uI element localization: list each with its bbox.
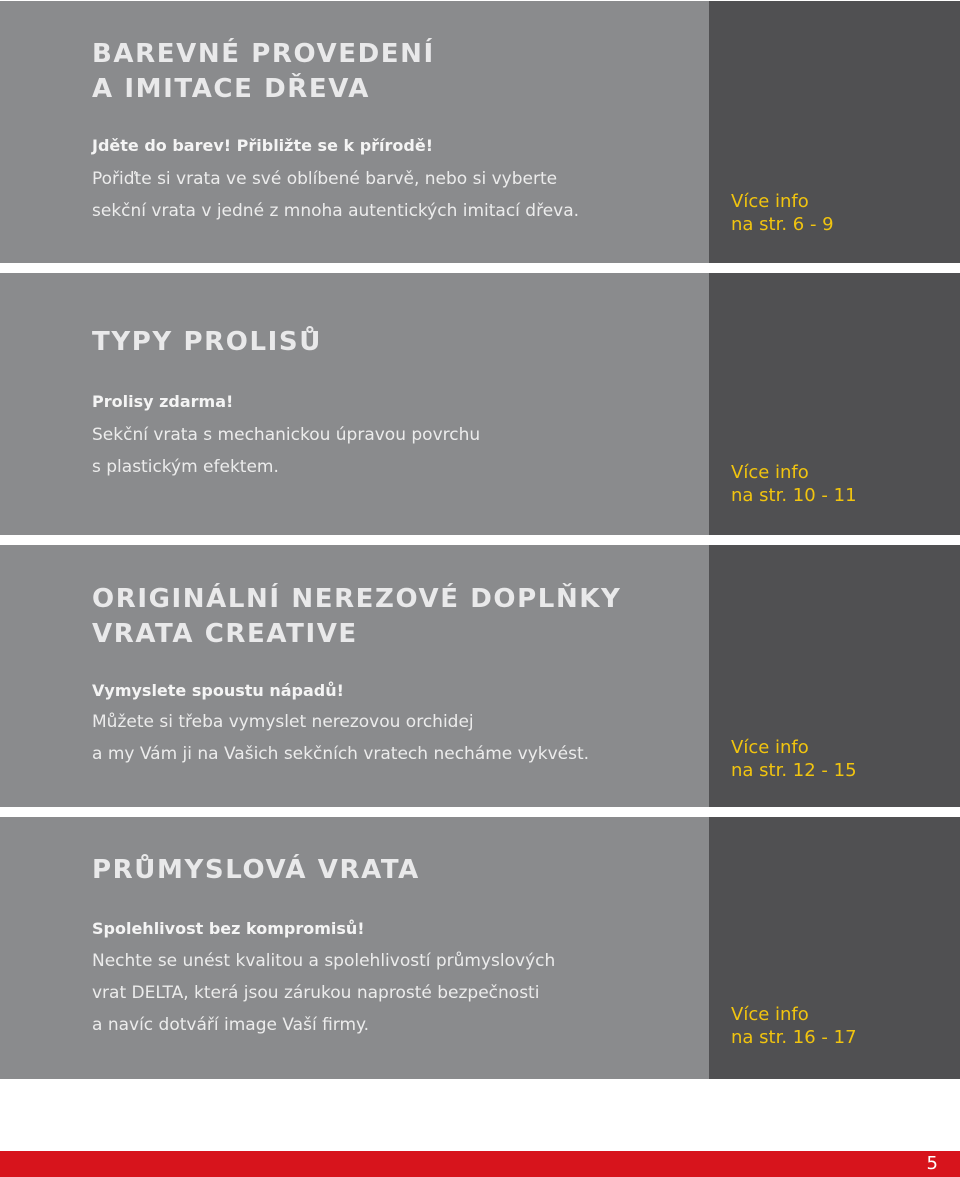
section-title-line: PRŮMYSLOVÁ VRATA (92, 855, 420, 885)
section-title (92, 853, 420, 888)
more-info-pages: na str. 16 - 17 (731, 1027, 857, 1048)
section-title-line: VRATA CREATIVE (92, 619, 358, 649)
section-subtitle: Prolisy zdarma! (92, 392, 234, 411)
more-info-link[interactable] (731, 190, 834, 236)
section-description (92, 419, 480, 483)
more-info-label: Více info (731, 737, 809, 758)
section-description (92, 163, 579, 227)
more-info-label: Více info (731, 191, 809, 212)
more-info-pages: na str. 10 - 11 (731, 485, 857, 506)
section-content (0, 273, 709, 535)
section-title (92, 325, 322, 360)
more-info-link[interactable] (731, 461, 857, 507)
section-subtitle: Spolehlivost bez kompromisů! (92, 919, 365, 938)
section-sidebar (709, 817, 960, 1079)
page-number: 5 (926, 1153, 938, 1174)
section-title-line: ORIGINÁLNÍ NEREZOVÉ DOPLŇKY (92, 584, 622, 614)
section-typy-prolisu (0, 273, 960, 535)
more-info-label: Více info (731, 1004, 809, 1025)
section-content (0, 1, 709, 263)
section-sidebar (709, 545, 960, 807)
more-info-pages: na str. 6 - 9 (731, 214, 834, 235)
description-line: vrat DELTA, která jsou zárukou naprosté bezpečnosti (92, 983, 540, 1003)
section-content (0, 545, 709, 807)
section-sidebar (709, 1, 960, 263)
description-line: a my Vám ji na Vašich sekčních vratech necháme vykvést. (92, 744, 590, 764)
section-barevne-provedeni (0, 1, 960, 263)
description-line: Nechte se unést kvalitou a spolehlivostí průmyslových (92, 951, 556, 971)
section-subtitle: Jděte do barev! Přibližte se k přírodě! (92, 136, 434, 155)
section-prumyslova-vrata (0, 817, 960, 1079)
description-line: Sekční vrata s mechanickou úpravou povrchu (92, 425, 481, 445)
section-subtitle: Vymyslete spoustu nápadů! (92, 681, 344, 700)
section-description (92, 945, 555, 1041)
more-info-label: Více info (731, 462, 809, 483)
section-title-line: A IMITACE DŘEVA (92, 74, 370, 104)
description-line: Můžete si třeba vymyslet nerezovou orchidej (92, 712, 474, 732)
description-line: sekční vrata v jedné z mnoha autentických imitací dřeva. (92, 201, 580, 221)
section-title (92, 582, 621, 652)
description-line: s plastickým efektem. (92, 457, 279, 477)
description-line: a navíc dotváří image Vaší firmy. (92, 1015, 370, 1035)
more-info-link[interactable] (731, 736, 857, 782)
more-info-pages: na str. 12 - 15 (731, 760, 857, 781)
section-nerezove-doplnky (0, 545, 960, 807)
section-title-line: TYPY PROLISŮ (92, 327, 322, 357)
section-title (92, 37, 435, 107)
section-content (0, 817, 709, 1079)
section-title-line: BAREVNÉ PROVEDENÍ (92, 39, 435, 69)
more-info-link[interactable] (731, 1003, 857, 1049)
description-line: Pořiďte si vrata ve své oblíbené barvě, nebo si vyberte (92, 169, 558, 189)
section-description (92, 706, 589, 770)
section-sidebar (709, 273, 960, 535)
footer-bar (0, 1151, 960, 1177)
